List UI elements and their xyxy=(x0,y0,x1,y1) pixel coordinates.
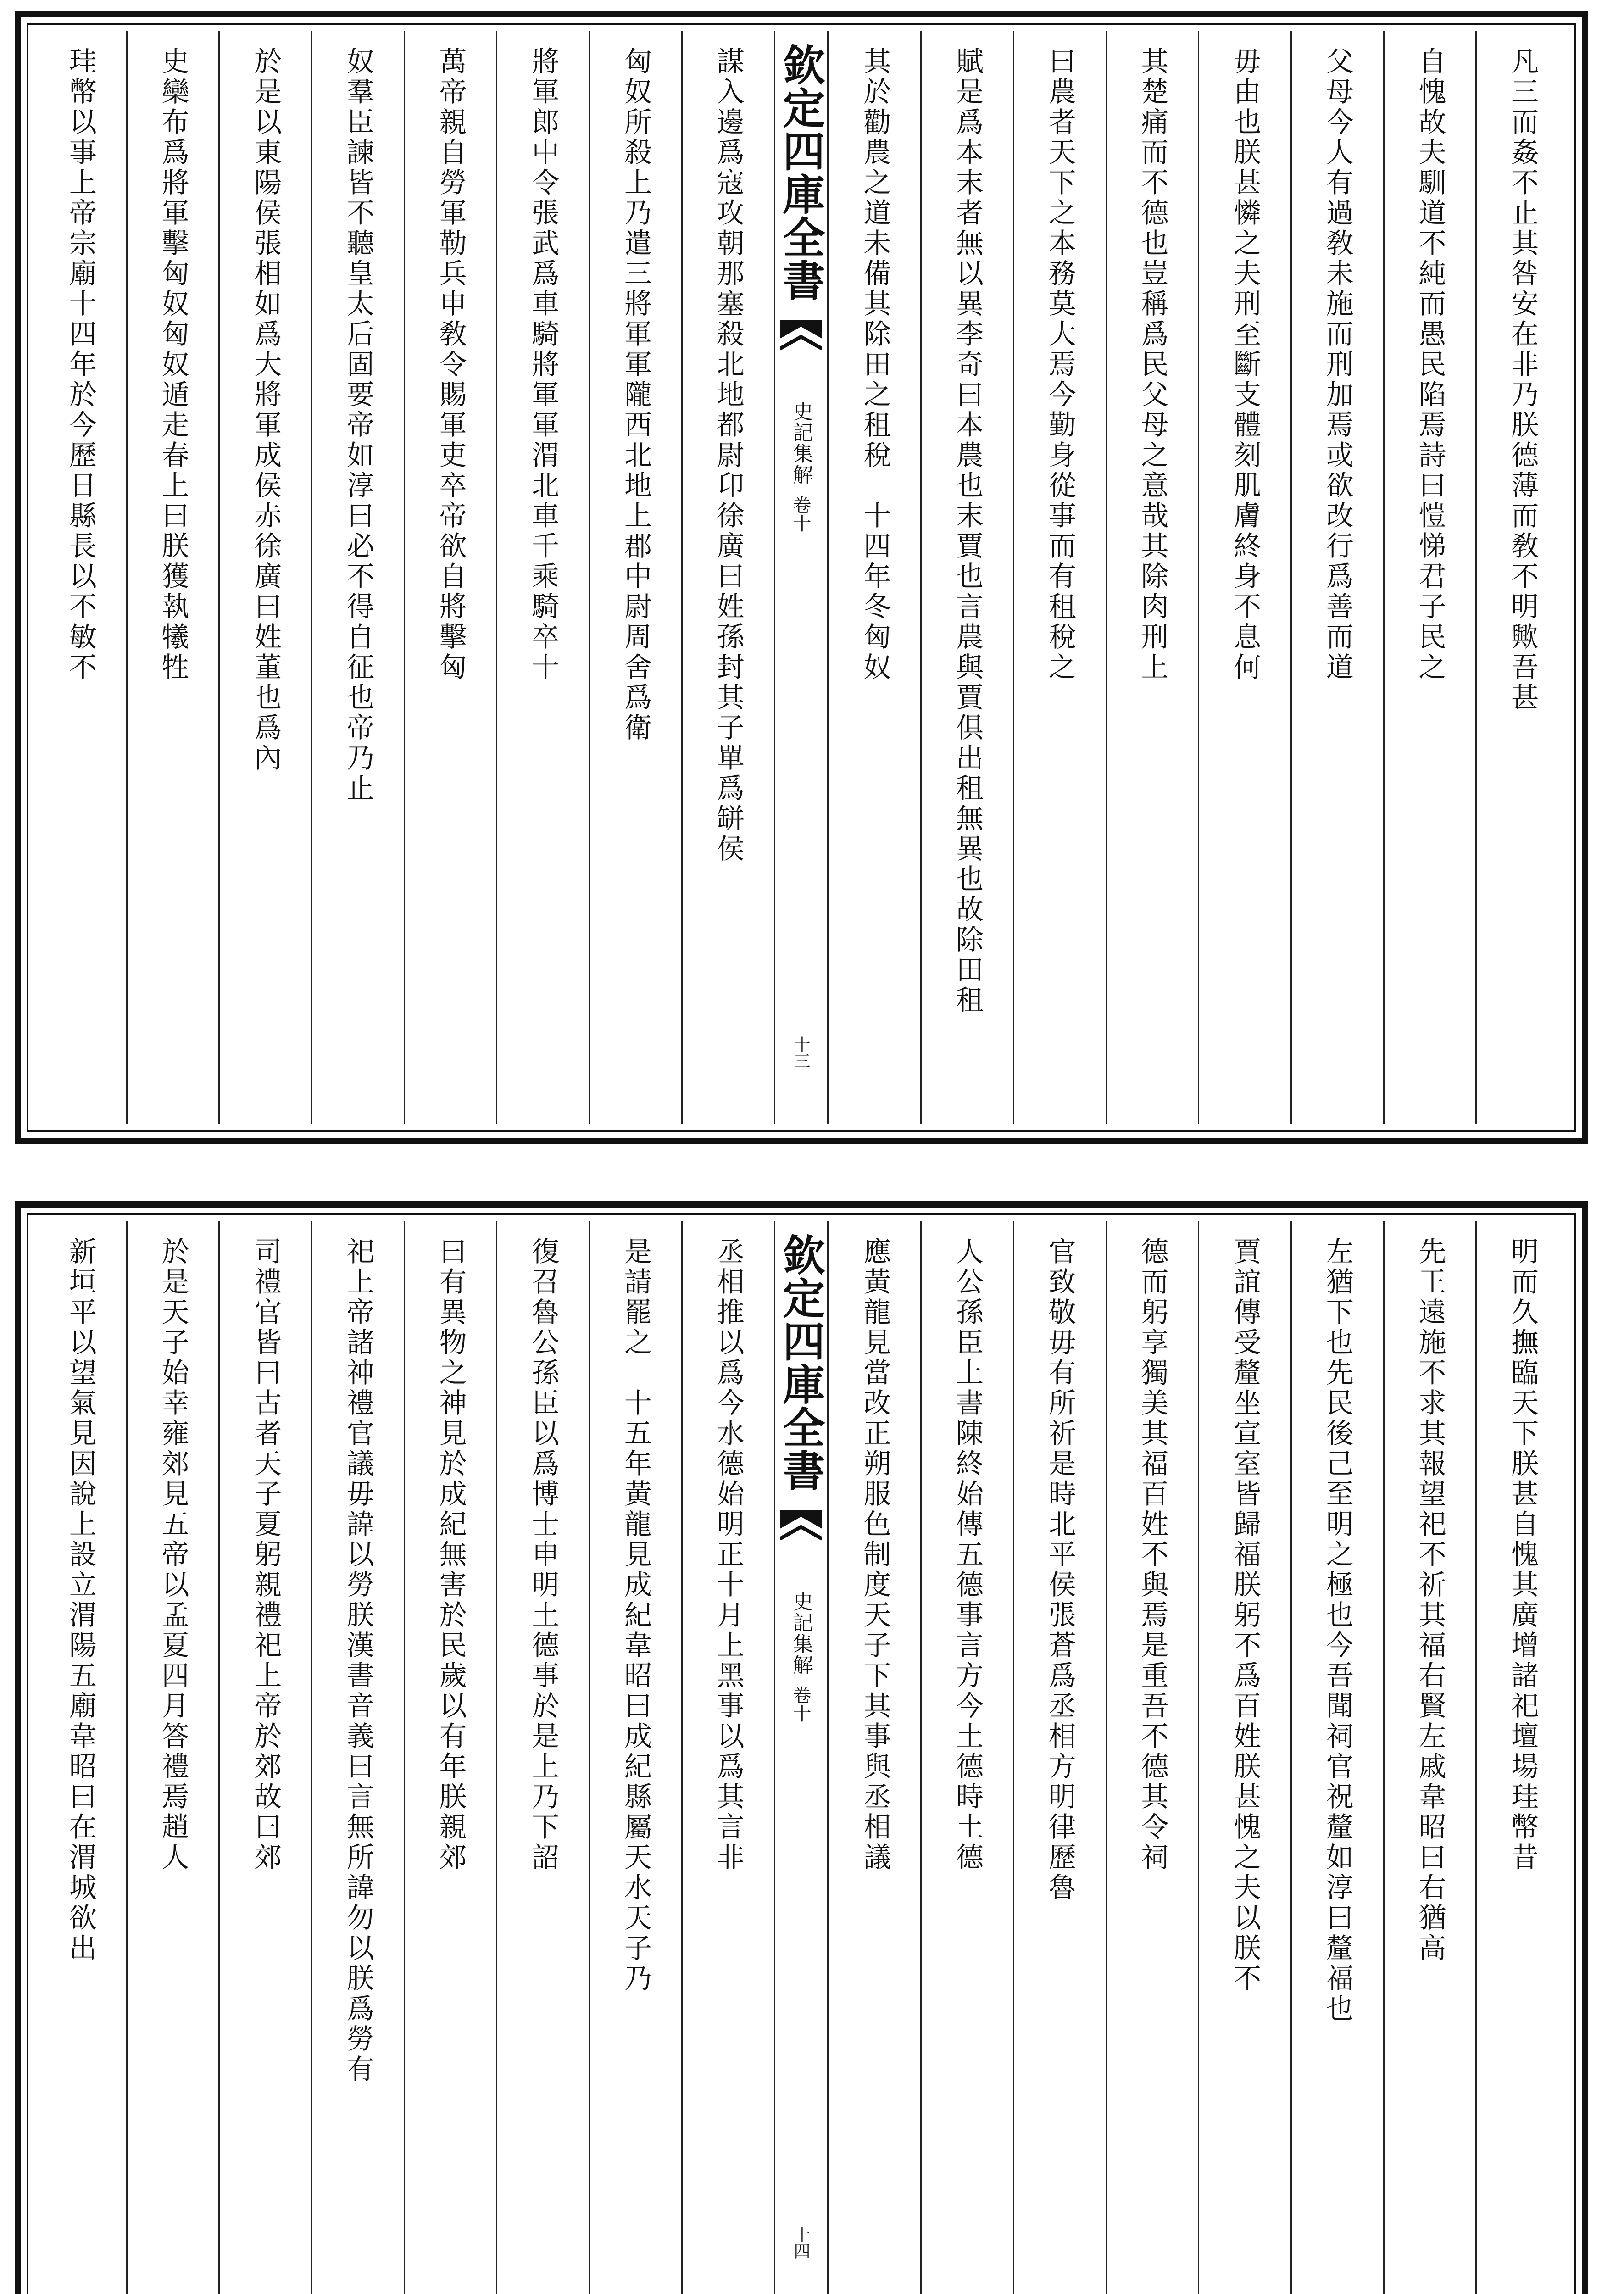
text-column xyxy=(126,1221,219,2294)
fish-tail-mark-icon xyxy=(780,320,822,389)
column-text: 奴羣臣諫皆不聽皇太后固要帝如淳曰必不得自征也帝乃止 xyxy=(342,47,374,804)
text-column xyxy=(218,31,311,1124)
column-text: 新垣平以望氣見因說上設立渭陽五廟韋昭曰在渭城欲出 xyxy=(64,1237,97,1964)
gutter-leaf-number: 十四 xyxy=(791,2226,810,2259)
column-text: 復召魯公孫臣以爲博士申明土德事於是上乃下詔 xyxy=(527,1237,560,1873)
column-text: 自愧故夫馴道不純而愚民陷焉詩曰愷悌君子民之 xyxy=(1414,47,1446,683)
column-text: 司禮官皆曰古者天子夏躬親禮祀上帝於郊故曰郊 xyxy=(250,1237,282,1873)
text-column xyxy=(1106,31,1198,1124)
bottom-page-columns xyxy=(35,1221,1568,2294)
column-text: 曰農者天下之本務莫大焉今勤身從事而有租稅之 xyxy=(1044,47,1076,683)
text-column xyxy=(1013,31,1106,1124)
column-text: 賦是爲本末者無以異李奇曰本農也末賈也言農與賈俱出租無異也故除田租 xyxy=(951,47,984,1016)
column-text: 賈誼傳受釐坐宣室皆歸福朕躬不爲百姓朕甚愧之夫以朕不 xyxy=(1229,1237,1262,1994)
column-text: 祀上帝諸神禮官議毋諱以勞朕漢書音義曰言無所諱勿以朕爲勞有 xyxy=(342,1237,374,2085)
text-column xyxy=(218,1221,311,2294)
column-text: 將軍郎中令張武爲車騎將軍軍渭北車千乘騎卒十 xyxy=(527,47,560,683)
text-column xyxy=(35,31,126,1124)
column-text: 左猶下也先民後己至明之極也今吾聞祠官祝釐如淳曰釐福也 xyxy=(1321,1237,1354,2024)
column-text: 珪幣以事上帝宗廟十四年於今歷日縣長以不敏不 xyxy=(64,47,97,683)
column-text: 官致敬毋有所祈是時北平侯張蒼爲丞相方明律歷魯 xyxy=(1044,1237,1076,1903)
text-column xyxy=(828,1221,921,2294)
text-column xyxy=(404,1221,496,2294)
text-column xyxy=(311,31,404,1124)
column-text: 毋由也朕甚憐之夫刑至斷支體刻肌膚終身不息何 xyxy=(1229,47,1262,683)
column-text: 其於勸農之道未備其除田之租稅 十四年冬匈奴 xyxy=(859,47,891,683)
gutter-leaf-number: 十三 xyxy=(791,1036,810,1069)
text-column xyxy=(920,31,1013,1124)
text-column xyxy=(828,31,921,1124)
text-column xyxy=(496,31,589,1124)
text-column xyxy=(311,1221,404,2294)
column-text: 德而躬享獨美其福百姓不與焉是重吾不德其令祠 xyxy=(1136,1237,1169,1873)
column-text: 應黃龍見當改正朔服色制度天子下其事與丞相議 xyxy=(859,1237,891,1873)
column-text: 謀入邊爲寇攻朝那塞殺北地都尉卬徐廣曰姓孫封其子單爲缾侯 xyxy=(712,47,745,864)
text-column xyxy=(681,1221,774,2294)
text-column xyxy=(404,31,496,1124)
top-page-frame xyxy=(15,11,1588,1144)
gutter-book-title: 史記集解 xyxy=(789,1591,813,1676)
column-text: 父母今人有過敎未施而刑加焉或欲改行爲善而道 xyxy=(1321,47,1354,683)
text-column xyxy=(1290,31,1383,1124)
fish-tail-mark-icon xyxy=(780,1510,822,1579)
column-text: 人公孫臣上書陳終始傳五德事言方今土德時土德 xyxy=(951,1237,984,1873)
gutter-book-title: 史記集解 xyxy=(789,401,813,485)
center-gutter xyxy=(774,1221,828,2294)
column-text: 史欒布爲將軍擊匈奴匈奴遁走春上曰朕獲執犧牲 xyxy=(157,47,189,683)
text-column xyxy=(920,1221,1013,2294)
text-column xyxy=(496,1221,589,2294)
column-text: 是請罷之 十五年黃龍見成紀韋昭曰成紀縣屬天水天子乃 xyxy=(619,1237,652,1994)
column-text: 丞相推以爲今水德始明正十月上黑事以爲其言非 xyxy=(712,1237,745,1873)
text-column xyxy=(126,31,219,1124)
text-column xyxy=(1475,1221,1568,2294)
text-column xyxy=(1198,31,1290,1124)
column-text: 於是以東陽侯張相如爲大將軍成侯赤徐廣曰姓董也爲內 xyxy=(250,47,282,774)
text-column xyxy=(1013,1221,1106,2294)
text-column xyxy=(589,31,681,1124)
text-column xyxy=(1475,31,1568,1124)
text-column xyxy=(1383,1221,1476,2294)
gutter-title: 欽定四庫全書 xyxy=(776,1233,826,1492)
gutter-title: 欽定四庫全書 xyxy=(776,43,826,302)
column-text: 曰有異物之神見於成紀無害於民歲以有年朕親郊 xyxy=(434,1237,467,1873)
text-column xyxy=(1106,1221,1198,2294)
column-text: 於是天子始幸雍郊見五帝以孟夏四月答禮焉趙人 xyxy=(157,1237,189,1873)
column-text: 明而久撫臨天下朕甚自愧其廣增諸祀壇場珪幣昔 xyxy=(1507,1237,1539,1873)
center-gutter xyxy=(774,31,828,1124)
column-text: 先王遠施不求其報望祀不祈其福右賢左戚韋昭曰右猶高 xyxy=(1414,1237,1446,1964)
top-page-columns xyxy=(35,31,1568,1124)
text-column xyxy=(681,31,774,1124)
column-text: 萬帝親自勞軍勒兵申敎令賜軍吏卒帝欲自將擊匈 xyxy=(434,47,467,683)
column-text: 凡三而姦不止其咎安在非乃朕德薄而敎不明歟吾甚 xyxy=(1507,47,1539,713)
text-column xyxy=(35,1221,126,2294)
text-column xyxy=(1383,31,1476,1124)
gutter-juan: 卷十 xyxy=(790,1686,811,1722)
text-column xyxy=(589,1221,681,2294)
bottom-page-frame xyxy=(15,1201,1588,2294)
column-text: 其楚痛而不德也豈稱爲民父母之意哉其除肉刑上 xyxy=(1136,47,1169,683)
gutter-juan: 卷十 xyxy=(790,496,811,532)
text-column xyxy=(1198,1221,1290,2294)
column-text: 匈奴所殺上乃遣三將軍軍隴西北地上郡中尉周舍爲衛 xyxy=(619,47,652,743)
text-column xyxy=(1290,1221,1383,2294)
